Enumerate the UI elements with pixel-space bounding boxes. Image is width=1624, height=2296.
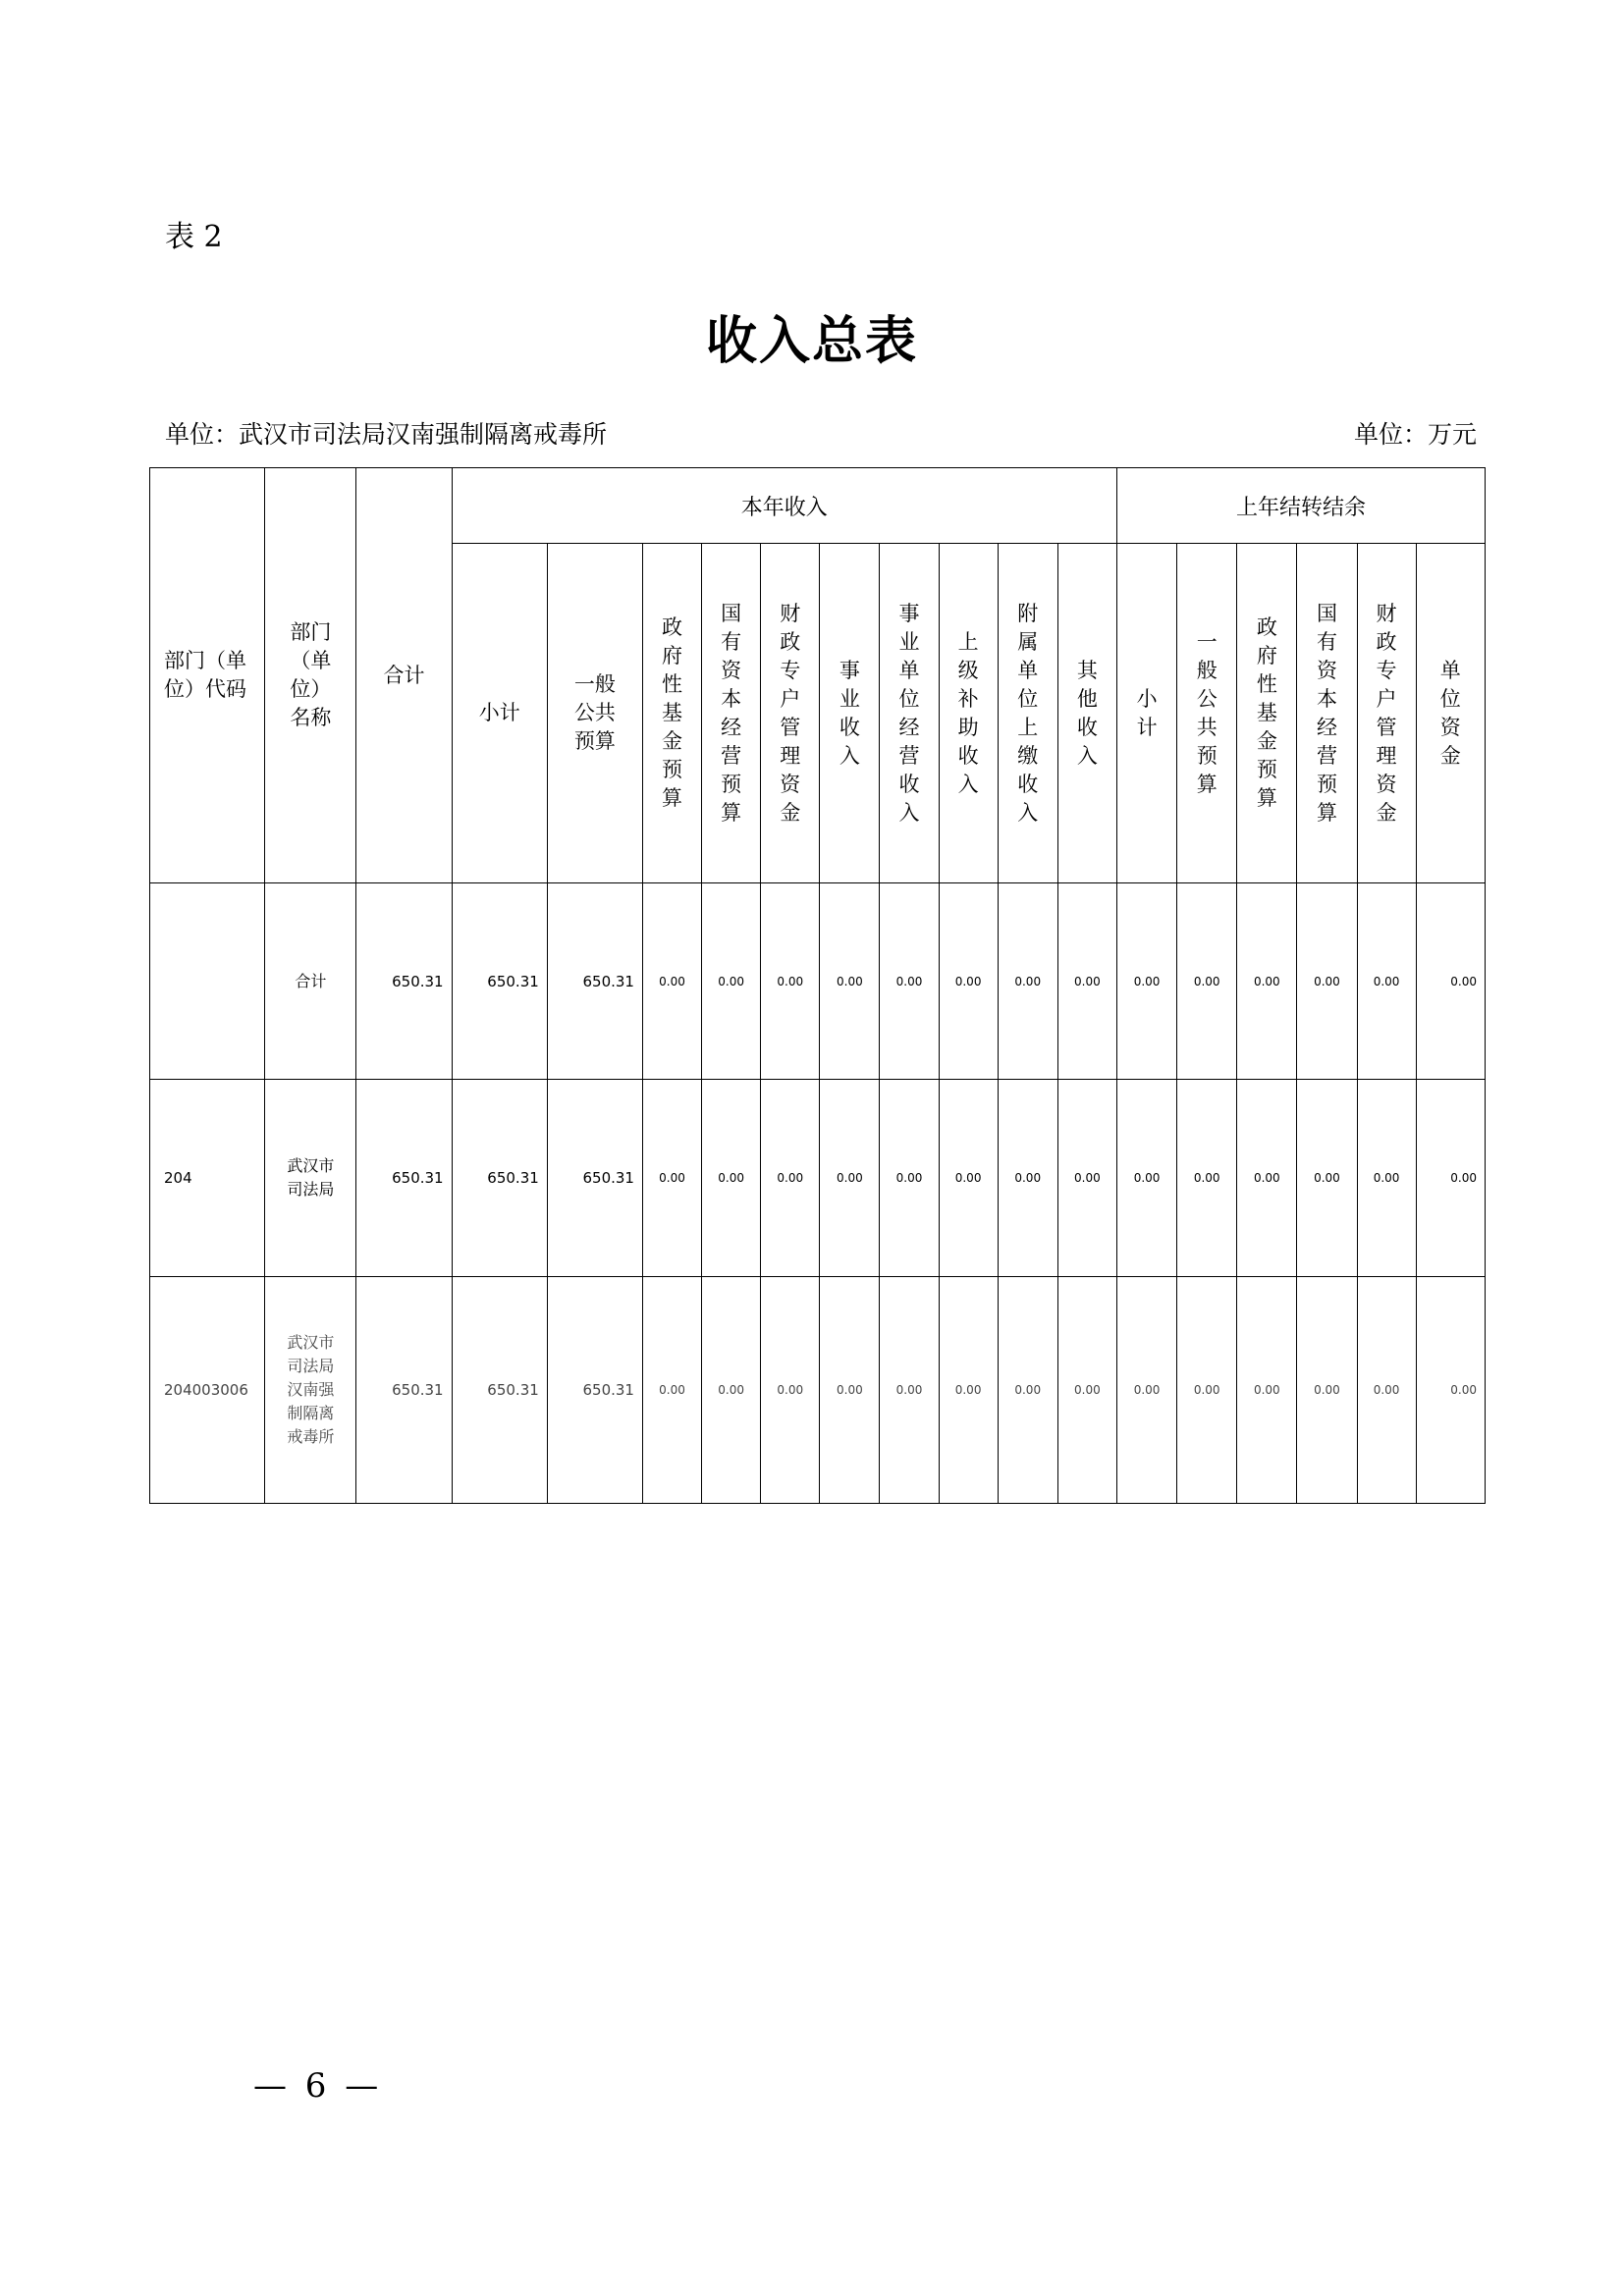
- cell-carryover-0: 0.00: [1117, 883, 1177, 1080]
- cell-carryover-3: 0.00: [1297, 883, 1357, 1080]
- header-carryover-col-4: 财政专户管理资金: [1357, 544, 1416, 883]
- cell-carryover-0: 0.00: [1117, 1277, 1177, 1504]
- cell-total: 650.31: [356, 1277, 452, 1504]
- cell-current-6: 0.00: [880, 1277, 939, 1504]
- cell-carryover-4: 0.00: [1357, 883, 1416, 1080]
- page-title: 收入总表: [705, 312, 918, 371]
- table-row: [150, 1277, 1486, 1504]
- header-current-col-4: 财政专户管理资金: [761, 544, 820, 883]
- cell-carryover-5: 0.00: [1416, 1080, 1485, 1277]
- cell-current-3: 0.00: [702, 1277, 761, 1504]
- cell-current-6: 0.00: [880, 883, 939, 1080]
- header-carryover-col-3: 国有资本经营预算: [1297, 544, 1357, 883]
- header-current-col-7: 上级补助收入: [939, 544, 998, 883]
- cell-current-1: 650.31: [547, 1080, 642, 1277]
- header-carryover-col-0: 小计: [1117, 544, 1177, 883]
- currency-unit-label: 单位：万元: [1353, 420, 1477, 449]
- cell-current-5: 0.00: [820, 1080, 880, 1277]
- header-carryover-col-2: 政府性基金预算: [1237, 544, 1297, 883]
- page-number: — 6 —: [253, 2066, 383, 2106]
- header-current-col-8: 附属单位上缴收入: [998, 544, 1057, 883]
- cell-carryover-5: 0.00: [1416, 1277, 1485, 1504]
- cell-carryover-0: 0.00: [1117, 1080, 1177, 1277]
- cell-carryover-2: 0.00: [1237, 1080, 1297, 1277]
- cell-current-1: 650.31: [547, 1277, 642, 1504]
- cell-name: 武汉市司法局汉南强制隔离戒毒所: [265, 1277, 356, 1504]
- cell-carryover-4: 0.00: [1357, 1277, 1416, 1504]
- cell-current-7: 0.00: [939, 1277, 998, 1504]
- organization-unit-label: 单位：武汉市司法局汉南强制隔离戒毒所: [165, 420, 608, 449]
- cell-carryover-1: 0.00: [1177, 883, 1237, 1080]
- cell-current-0: 650.31: [452, 883, 547, 1080]
- header-name: 部门（单位）名称: [265, 468, 356, 883]
- cell-code: 204: [150, 1080, 265, 1277]
- page-label: 表 2: [165, 220, 223, 254]
- cell-current-5: 0.00: [820, 1277, 880, 1504]
- header-current-col-5: 事业收入: [820, 544, 880, 883]
- header-code: 部门（单位）代码: [150, 468, 265, 883]
- cell-name: 合计: [265, 883, 356, 1080]
- cell-carryover-2: 0.00: [1237, 883, 1297, 1080]
- cell-carryover-1: 0.00: [1177, 1277, 1237, 1504]
- header-current-subtotal: 小计: [452, 544, 547, 883]
- cell-current-5: 0.00: [820, 883, 880, 1080]
- header-carryover-col-5: 单位资金: [1416, 544, 1485, 883]
- cell-current-9: 0.00: [1057, 1080, 1116, 1277]
- income-summary-table: [149, 467, 1486, 1504]
- cell-carryover-3: 0.00: [1297, 1277, 1357, 1504]
- cell-current-8: 0.00: [998, 883, 1057, 1080]
- cell-current-1: 650.31: [547, 883, 642, 1080]
- cell-current-3: 0.00: [702, 883, 761, 1080]
- cell-current-6: 0.00: [880, 1080, 939, 1277]
- cell-code: 204003006: [150, 1277, 265, 1504]
- cell-carryover-2: 0.00: [1237, 1277, 1297, 1504]
- cell-carryover-4: 0.00: [1357, 1080, 1416, 1277]
- cell-current-0: 650.31: [452, 1080, 547, 1277]
- header-current-general-budget: 一般公共预算: [547, 544, 642, 883]
- table-row: [150, 1080, 1486, 1277]
- cell-name: 武汉市司法局: [265, 1080, 356, 1277]
- cell-current-2: 0.00: [642, 1277, 701, 1504]
- cell-current-9: 0.00: [1057, 1277, 1116, 1504]
- cell-carryover-5: 0.00: [1416, 883, 1485, 1080]
- cell-current-2: 0.00: [642, 883, 701, 1080]
- header-current-col-9: 其他收入: [1057, 544, 1116, 883]
- cell-carryover-1: 0.00: [1177, 1080, 1237, 1277]
- header-carryover-col-1: 一般公共预算: [1177, 544, 1237, 883]
- cell-total: 650.31: [356, 1080, 452, 1277]
- cell-current-4: 0.00: [761, 1277, 820, 1504]
- table-row: [150, 883, 1486, 1080]
- cell-current-9: 0.00: [1057, 883, 1116, 1080]
- header-group-carryover: 上年结转结余: [1117, 468, 1486, 544]
- cell-current-8: 0.00: [998, 1080, 1057, 1277]
- header-total: 合计: [356, 468, 452, 883]
- cell-current-0: 650.31: [452, 1277, 547, 1504]
- cell-current-2: 0.00: [642, 1080, 701, 1277]
- cell-current-7: 0.00: [939, 883, 998, 1080]
- header-current-col-2: 政府性基金预算: [642, 544, 701, 883]
- header-current-col-3: 国有资本经营预算: [702, 544, 761, 883]
- header-current-col-6: 事业单位经营收入: [880, 544, 939, 883]
- cell-code: [150, 883, 265, 1080]
- cell-total: 650.31: [356, 883, 452, 1080]
- cell-current-4: 0.00: [761, 883, 820, 1080]
- cell-current-8: 0.00: [998, 1277, 1057, 1504]
- header-group-current-income: 本年收入: [452, 468, 1116, 544]
- cell-carryover-3: 0.00: [1297, 1080, 1357, 1277]
- cell-current-7: 0.00: [939, 1080, 998, 1277]
- cell-current-3: 0.00: [702, 1080, 761, 1277]
- cell-current-4: 0.00: [761, 1080, 820, 1277]
